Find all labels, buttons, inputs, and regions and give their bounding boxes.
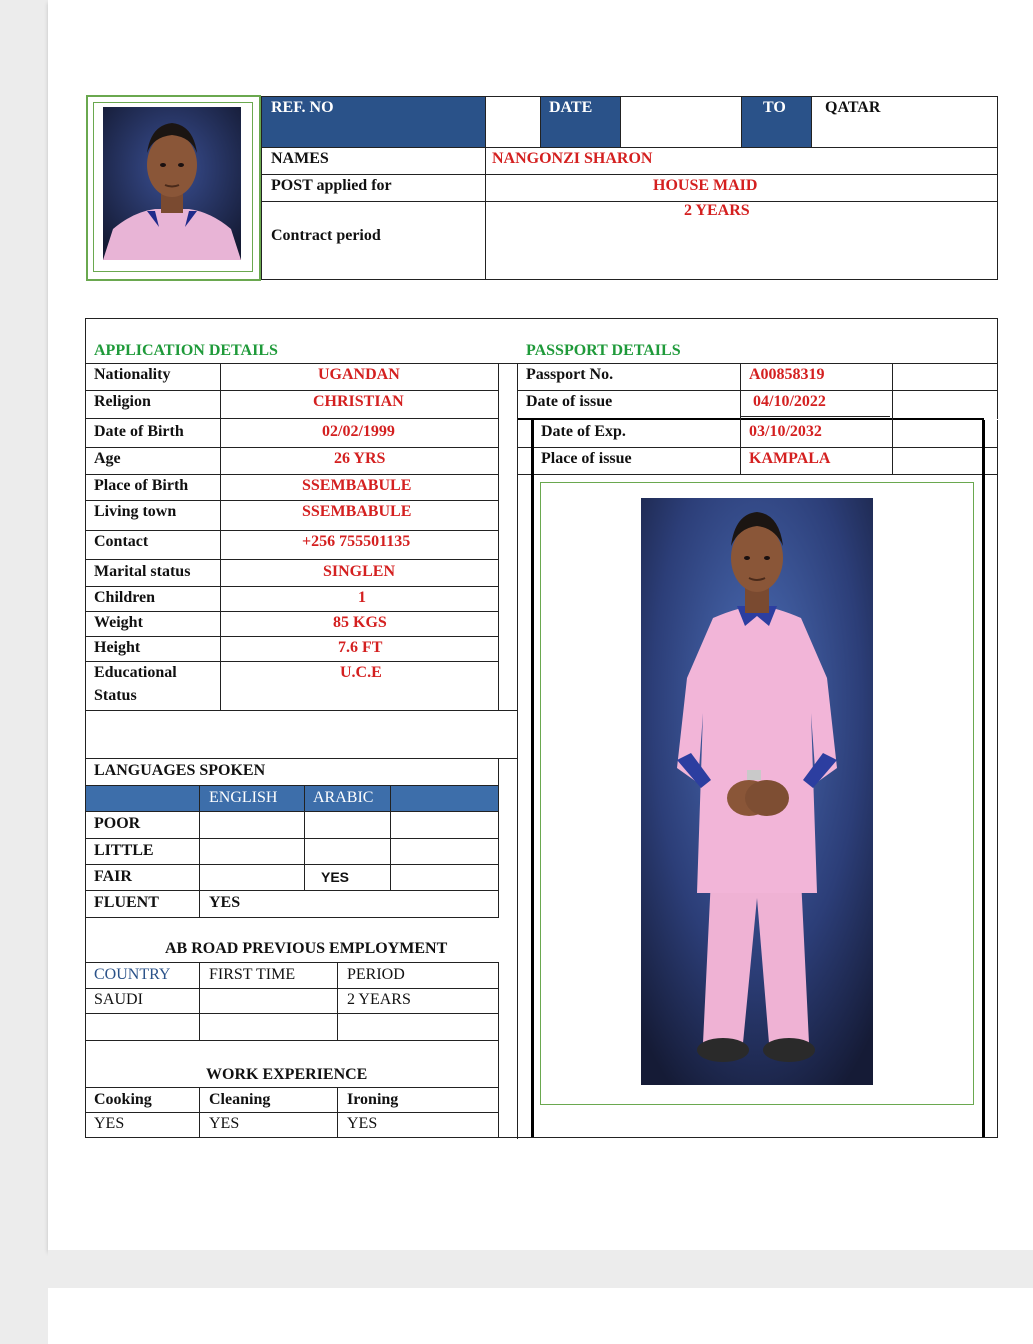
- height-label: Height: [94, 639, 141, 656]
- living-town-label: Living town: [94, 503, 177, 520]
- work-header-cleaning: Cleaning: [209, 1091, 271, 1108]
- contact-label: Contact: [94, 533, 149, 550]
- passport-title: PASSPORT DETAILS: [526, 342, 681, 359]
- ref-no-label: REF. NO: [271, 99, 334, 116]
- contact-value: +256 755501135: [302, 533, 411, 550]
- education-label-line1: Educational: [94, 664, 177, 681]
- religion-label: Religion: [94, 393, 151, 410]
- viewer-gutter: [0, 0, 48, 1344]
- age-value: 26 YRS: [334, 450, 386, 467]
- to-label: TO: [763, 99, 786, 116]
- employment-header-period: PERIOD: [347, 966, 405, 983]
- place-of-birth-label: Place of Birth: [94, 477, 189, 494]
- date-of-issue-value: 04/10/2022: [753, 393, 826, 410]
- passport-no-label: Passport No.: [526, 366, 614, 383]
- destination-value: QATAR: [825, 99, 881, 116]
- date-of-exp-value: 03/10/2032: [749, 423, 822, 440]
- education-value: U.C.E: [340, 664, 382, 681]
- weight-value: 85 KGS: [333, 614, 387, 631]
- employment-header-country: COUNTRY: [94, 966, 171, 983]
- level-poor: POOR: [94, 815, 141, 832]
- date-label: DATE: [549, 99, 593, 116]
- work-header-cooking: Cooking: [94, 1091, 152, 1108]
- marital-status-value: SINGLEN: [323, 563, 396, 580]
- age-label: Age: [94, 450, 121, 467]
- passport-no-value: A00858319: [749, 366, 825, 383]
- work-experience-title: WORK EXPERIENCE: [206, 1066, 368, 1083]
- fluent-english-value: YES: [209, 894, 241, 911]
- employment-period-value: 2 YEARS: [347, 991, 411, 1008]
- marital-status-label: Marital status: [94, 563, 191, 580]
- application-title: APPLICATION DETAILS: [94, 342, 278, 359]
- level-fair: FAIR: [94, 868, 132, 885]
- contract-value: 2 YEARS: [684, 202, 750, 219]
- living-town-value: SSEMBABULE: [302, 503, 412, 520]
- names-label: NAMES: [271, 150, 329, 167]
- work-cleaning-value: YES: [209, 1115, 240, 1132]
- contract-label: Contract period: [271, 227, 381, 244]
- level-fluent: FLUENT: [94, 894, 159, 911]
- place-of-issue-value: KAMPALA: [749, 450, 831, 467]
- date-of-exp-label: Date of Exp.: [541, 423, 626, 440]
- dob-value: 02/02/1999: [322, 423, 395, 440]
- nationality-label: Nationality: [94, 366, 171, 383]
- education-label-line2: Status: [94, 687, 137, 704]
- nationality-value: UGANDAN: [318, 366, 400, 383]
- language-col-english: ENGLISH: [209, 789, 278, 806]
- names-value: NANGONZI SHARON: [492, 150, 653, 167]
- employment-header-first-time: FIRST TIME: [209, 966, 296, 983]
- children-label: Children: [94, 589, 156, 606]
- language-col-arabic: ARABIC: [313, 789, 374, 806]
- portrait-photo-icon: [103, 107, 241, 260]
- languages-header-bg: [86, 786, 498, 811]
- weight-label: Weight: [94, 614, 143, 631]
- work-header-ironing: Ironing: [347, 1091, 399, 1108]
- post-label: POST applied for: [271, 177, 392, 194]
- full-length-photo-icon: [641, 498, 873, 1085]
- children-value: 1: [358, 589, 366, 606]
- fair-arabic-value: YES: [321, 869, 350, 885]
- place-of-birth-value: SSEMBABULE: [302, 477, 412, 494]
- dob-label: Date of Birth: [94, 423, 184, 440]
- languages-title: LANGUAGES SPOKEN: [94, 762, 266, 779]
- date-of-issue-label: Date of issue: [526, 393, 613, 410]
- next-page-top: [48, 1288, 1033, 1344]
- height-value: 7.6 FT: [338, 639, 383, 656]
- employment-country-value: SAUDI: [94, 991, 143, 1008]
- post-value: HOUSE MAID: [653, 177, 758, 194]
- level-little: LITTLE: [94, 842, 154, 859]
- religion-value: CHRISTIAN: [313, 393, 404, 410]
- work-cooking-value: YES: [94, 1115, 125, 1132]
- employment-title: AB ROAD PREVIOUS EMPLOYMENT: [165, 940, 448, 957]
- page-separator: [48, 1250, 1033, 1288]
- place-of-issue-label: Place of issue: [541, 450, 632, 467]
- work-ironing-value: YES: [347, 1115, 378, 1132]
